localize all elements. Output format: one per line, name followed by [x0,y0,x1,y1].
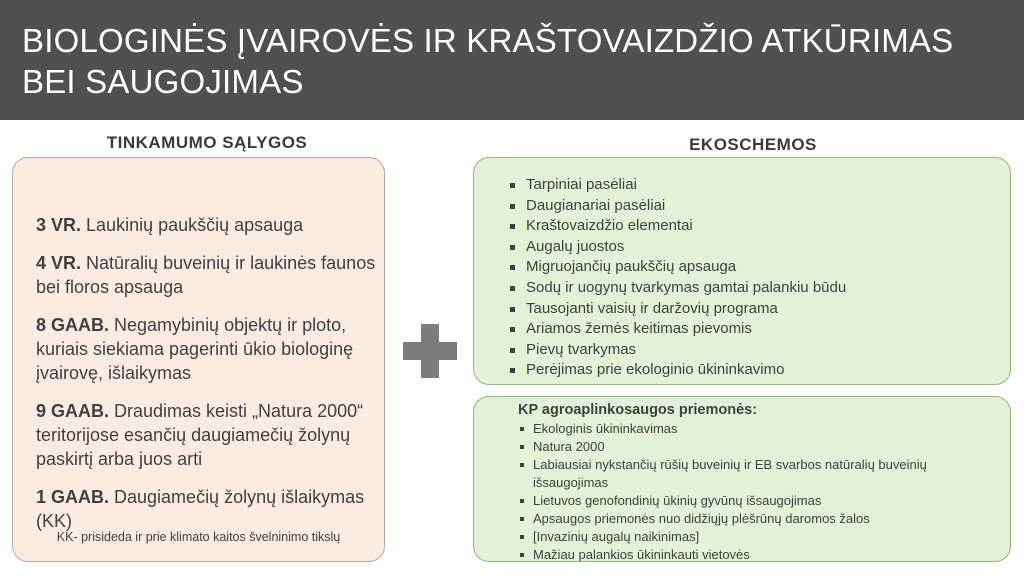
ecoscheme-item: Ariamos žemės keitimas pievomis [510,319,1000,340]
ecoscheme-item: Augalų juostos [510,237,1000,258]
ecoscheme-item: Migruojančių paukščių apsauga [510,257,1000,278]
condition-code: 1 GAAB. [36,487,110,507]
kp-measure-item: Mažiau palankios ūkininkauti vietovės [520,546,1000,564]
condition-code: 4 VR. [36,253,82,273]
kp-measure-item: Natura 2000 [520,438,1000,456]
kp-measure-item: Lietuvos genofondinių ūkinių gyvūnų išsaugojimas [520,492,1000,510]
ecoschemes-heading: EKOSCHEMOS [689,135,817,154]
ecoscheme-item: Kraštovaizdžio elementai [510,216,1000,237]
condition-text: Natūralių buveinių ir laukinės faunos bei floros apsauga [36,253,376,297]
condition-text: Laukinių paukščių apsauga [81,215,304,235]
ecoscheme-item: Perėjimas prie ekologinio ūkininkavimo [510,360,1000,381]
slide-header [0,0,1024,120]
plus-icon-vertical-bar [421,324,439,378]
ecoscheme-item: Sodų ir uogynų tvarkymas gamtai palankiu būdu [510,278,1000,299]
kp-measure-item: Ekologinis ūkininkavimas [520,420,1000,438]
kp-measures-title: KP agroaplinkosaugos priemonės: [518,402,758,418]
condition-code: 8 GAAB. [36,315,110,335]
ecoschemes-list [510,175,1000,381]
kp-measure-item: Apsaugos priemonės nuo didžiųjų plėšrūnų daromos žalos [520,510,1000,528]
condition-item [36,213,376,237]
kp-measures-panel [473,396,1011,562]
ecoscheme-item: Pievų tvarkymas [510,340,1000,361]
kp-measure-item: Labiausiai nykstančių rūšių buveinių ir EB svarbos natūralių buveinių išsaugojimas [520,456,1000,492]
condition-text: Negamybinių objektų ir ploto, kuriais siekiama pagerinti ūkio biologinę įvairovę, išlaikymas [36,315,354,383]
conditions-list [36,213,376,547]
condition-item [36,485,376,533]
conditions-heading: TINKAMUMO SĄLYGOS [106,133,308,152]
ecoscheme-item: Tausojanti vaisių ir daržovių programa [510,299,1000,320]
climate-note: KK- prisideda ir prie klimato kaitos švelninimo tikslų [56,530,341,544]
condition-item [36,313,376,385]
condition-item [36,399,376,471]
kp-measures-list [520,420,1000,564]
conditions-panel [12,157,385,562]
slide-title: BIOLOGINĖS ĮVAIROVĖS IR KRAŠTOVAIZDŽIO ATKŪRIMAS BEI SAUGOJIMAS [22,22,954,100]
ecoschemes-panel [473,157,1011,385]
condition-code: 3 VR. [36,215,82,235]
condition-text: Draudimas keisti „Natura 2000“ teritorijose esančių daugiamečių žolynų paskirtį arba juos arti [36,401,364,469]
plus-icon [403,324,457,378]
condition-code: 9 GAAB. [36,401,110,421]
condition-item [36,251,376,299]
ecoscheme-item: Tarpiniai pasėliai [510,175,1000,196]
kp-measure-item: [Invazinių augalų naikinimas] [520,528,1000,546]
ecoscheme-item: Daugianariai pasėliai [510,196,1000,217]
condition-text: Daugiamečių žolynų išlaikymas (KK) [36,487,365,531]
